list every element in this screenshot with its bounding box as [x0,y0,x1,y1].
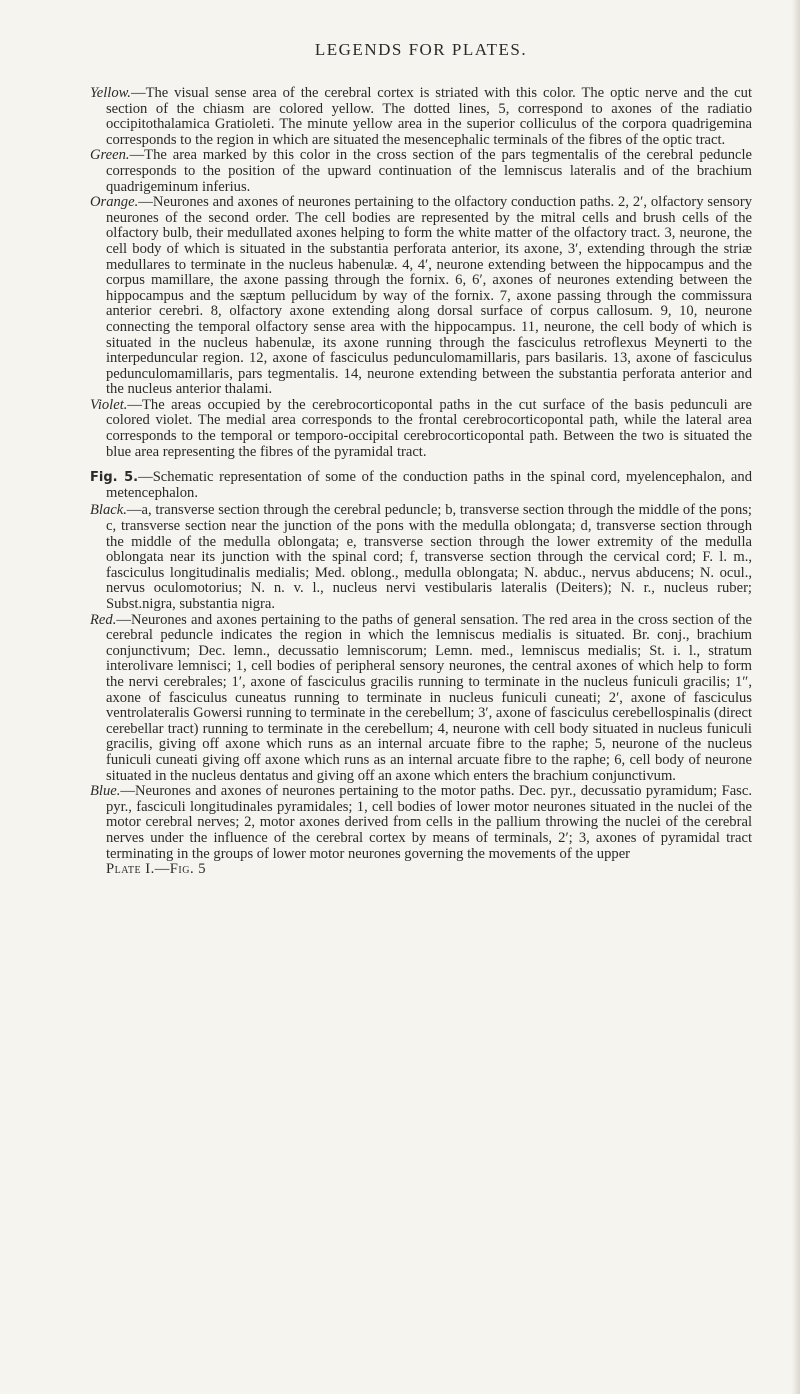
figure-caption [90,470,752,501]
legend-term: Orange. [90,194,139,211]
legend-text: —The areas occupied by the cerebrocorticopontal paths in the cut surface of the basis pedunculi are colored violet. The medial area corresponds to the frontal cerebrocorticopontal path, while the lateral area corresponds to the temporal or temporo-occipital cerebrocorticopontal path. Between the two is situated the blue area representing the fibres of the pyramidal tract. [106,396,752,460]
legend-term: Violet. [90,396,128,413]
legend-text: —Neurones and axones of neurones pertaining to the olfactory conduction paths. 2, 2′, olfactory sensory neurones of the second order. The cell bodies are represented by the mitral cells and brush cells of the olfactory bulb, their medullated axones helping to form the white matter of the olfactory tract. 3, neurone, the cell body of which is situated in the substantia perforata anterior, its axone, 3′, extending through the striæ medullares to terminate in the nucleus habenulæ. 4, 4′, neurone extending between the hippocampus and the corpus mamillare, the axone passing through the fornix. 6, 6′, axones of neurones extending between the hippocampus and the sæptum pellucidum by way of the fornix. 7, axone passing through the commissura anterior cerebri. 8, olfactory axone extending along dorsal surface of corpus callosum. 9, 10, neurone connecting the temporal olfactory sense area with the hippocampus. 11, neurone, the cell body of which is situated in the nucleus habenulæ, its axone running through the fasciculus retroflexus Meynerti to the interpeduncular region. 12, axone of fasciculus pedunculomamillaris, pars basilaris. 13, axone of fasciculus pedunculomamillaris, pars tegmentalis. 14, neurone extending between the substantia perforata anterior and the nucleus anterior thalami. [106,194,752,398]
figure-label: Fig. 5. [90,470,139,486]
legend-term: Yellow. [90,85,131,101]
legend-text: —Neurones and axones pertaining to the paths of general sensation. The red area in the cross section of the cerebral peduncle indicates the region in which the lemniscus medialis is situated. Br. conj., brachium conjunctivum; Dec. lemn., decussatio lemniscorum; Lemn. med., lemniscus medialis; St. i. l., stratum interolivare lemnisci; 1, cell bodies of peripheral sensory neurones, the central axones of which help to form the nervi cerebrales; 1′, axone of fasciculus gracilis running to terminate in the nucleus funiculi gracilis; 1″, axone of fasciculus cuneatus running to terminate in nucleus funiculi cuneati; 2′, axone of fasciculus ventrolateralis Gowersi running to terminate in the cerebellum; 3′, axone of fasciculus cerebellospinalis (direct cerebellar tract) running to terminate in the cerebellum; 4, neurone with cell body situated in nucleus funiculi gracilis, giving off axone which runs as an internal arcuate fibre to the raphe; 5, neurone of the nucleus funiculi cuneati giving off axone which runs as an internal arcuate fibre to the raphe; 6, cell body of neurone situated in the nucleus dentatus and giving off an axone which enters the brachium conjunctivum. [106,611,752,784]
legend-group-figure [90,503,752,862]
legend-entry [90,398,752,460]
plate-reference: Plate I.—Fig. 5 [106,861,207,878]
legend-text: —a, transverse section through the cerebral peduncle; b, transverse section through the middle of the pons; c, transverse section near the junction of the pons with the medulla oblongata; d, transverse section through the middle of the medulla oblongata; e, transverse section through the lower extremity of the medulla oblongata near its junction with the spinal cord; f, transverse section through the cervical cord; F. l. m., fasciculus longitudinalis medialis; Med. oblong., medulla oblongata; N. abduc., nervus abducens; N. ocul., nervus oculomotorius; N. n. v. l., nucleus nervi vestibularis lateralis (Deiters); N. r., nucleus ruber; Subst.nigra, substantia nigra. [106,502,752,612]
legend-term: Green. [90,147,130,164]
legend-entry [90,784,752,862]
document-page [90,40,752,878]
legend-entry [90,148,752,195]
page-edge-shadow [792,0,800,1394]
legend-text: —Neurones and axones of neurones pertaining to the motor paths. Dec. pyr., decussatio pyramidum; Fasc. pyr., fasciculi longitudinales pyramidales; 1, cell bodies of lower motor neurones situated in the nuclei of the motor cerebral nerves; 2, motor axones derived from cells in the pallium throwing the nuclei of the cerebral nerves under the influence of the cerebral cortex by means of terminals, 2′; 3, axones of pyramidal tract terminating in the groups of lower motor neurones governing the movements of the upper [106,783,752,862]
figure-caption-text: —Schematic representation of some of the conduction paths in the spinal cord, myelencephalon, and metencephalon. [106,469,752,501]
running-head: LEGENDS FOR PLATES. [314,40,528,59]
legend-term: Blue. [90,783,121,800]
legend-term: Black. [90,502,127,519]
legend-entry [90,613,752,785]
legend-text: —The area marked by this color in the cross section of the pars tegmentalis of the cerebral peduncle corresponds to the position of the upward continuation of the lemniscus lateralis and of the brachium quadrigeminum inferius. [106,147,752,195]
legend-term: Red. [90,611,117,628]
legend-entry [90,195,752,398]
legend-group-plate [90,86,752,460]
legend-entry [90,86,752,148]
legend-text: —The visual sense area of the cerebral cortex is striated with this color. The optic nerve and the cut section of the chiasm are colored yellow. The dotted lines, 5, correspond to axones of the radiatio occipitothalamica Gratiolеti. The minute yellow area in the superior colliculus of the corpora quadrigemina corresponds to the region in which are situated the mesencephalic terminals of the fibres of the optic tract. [106,85,752,148]
legend-entry [90,503,752,612]
